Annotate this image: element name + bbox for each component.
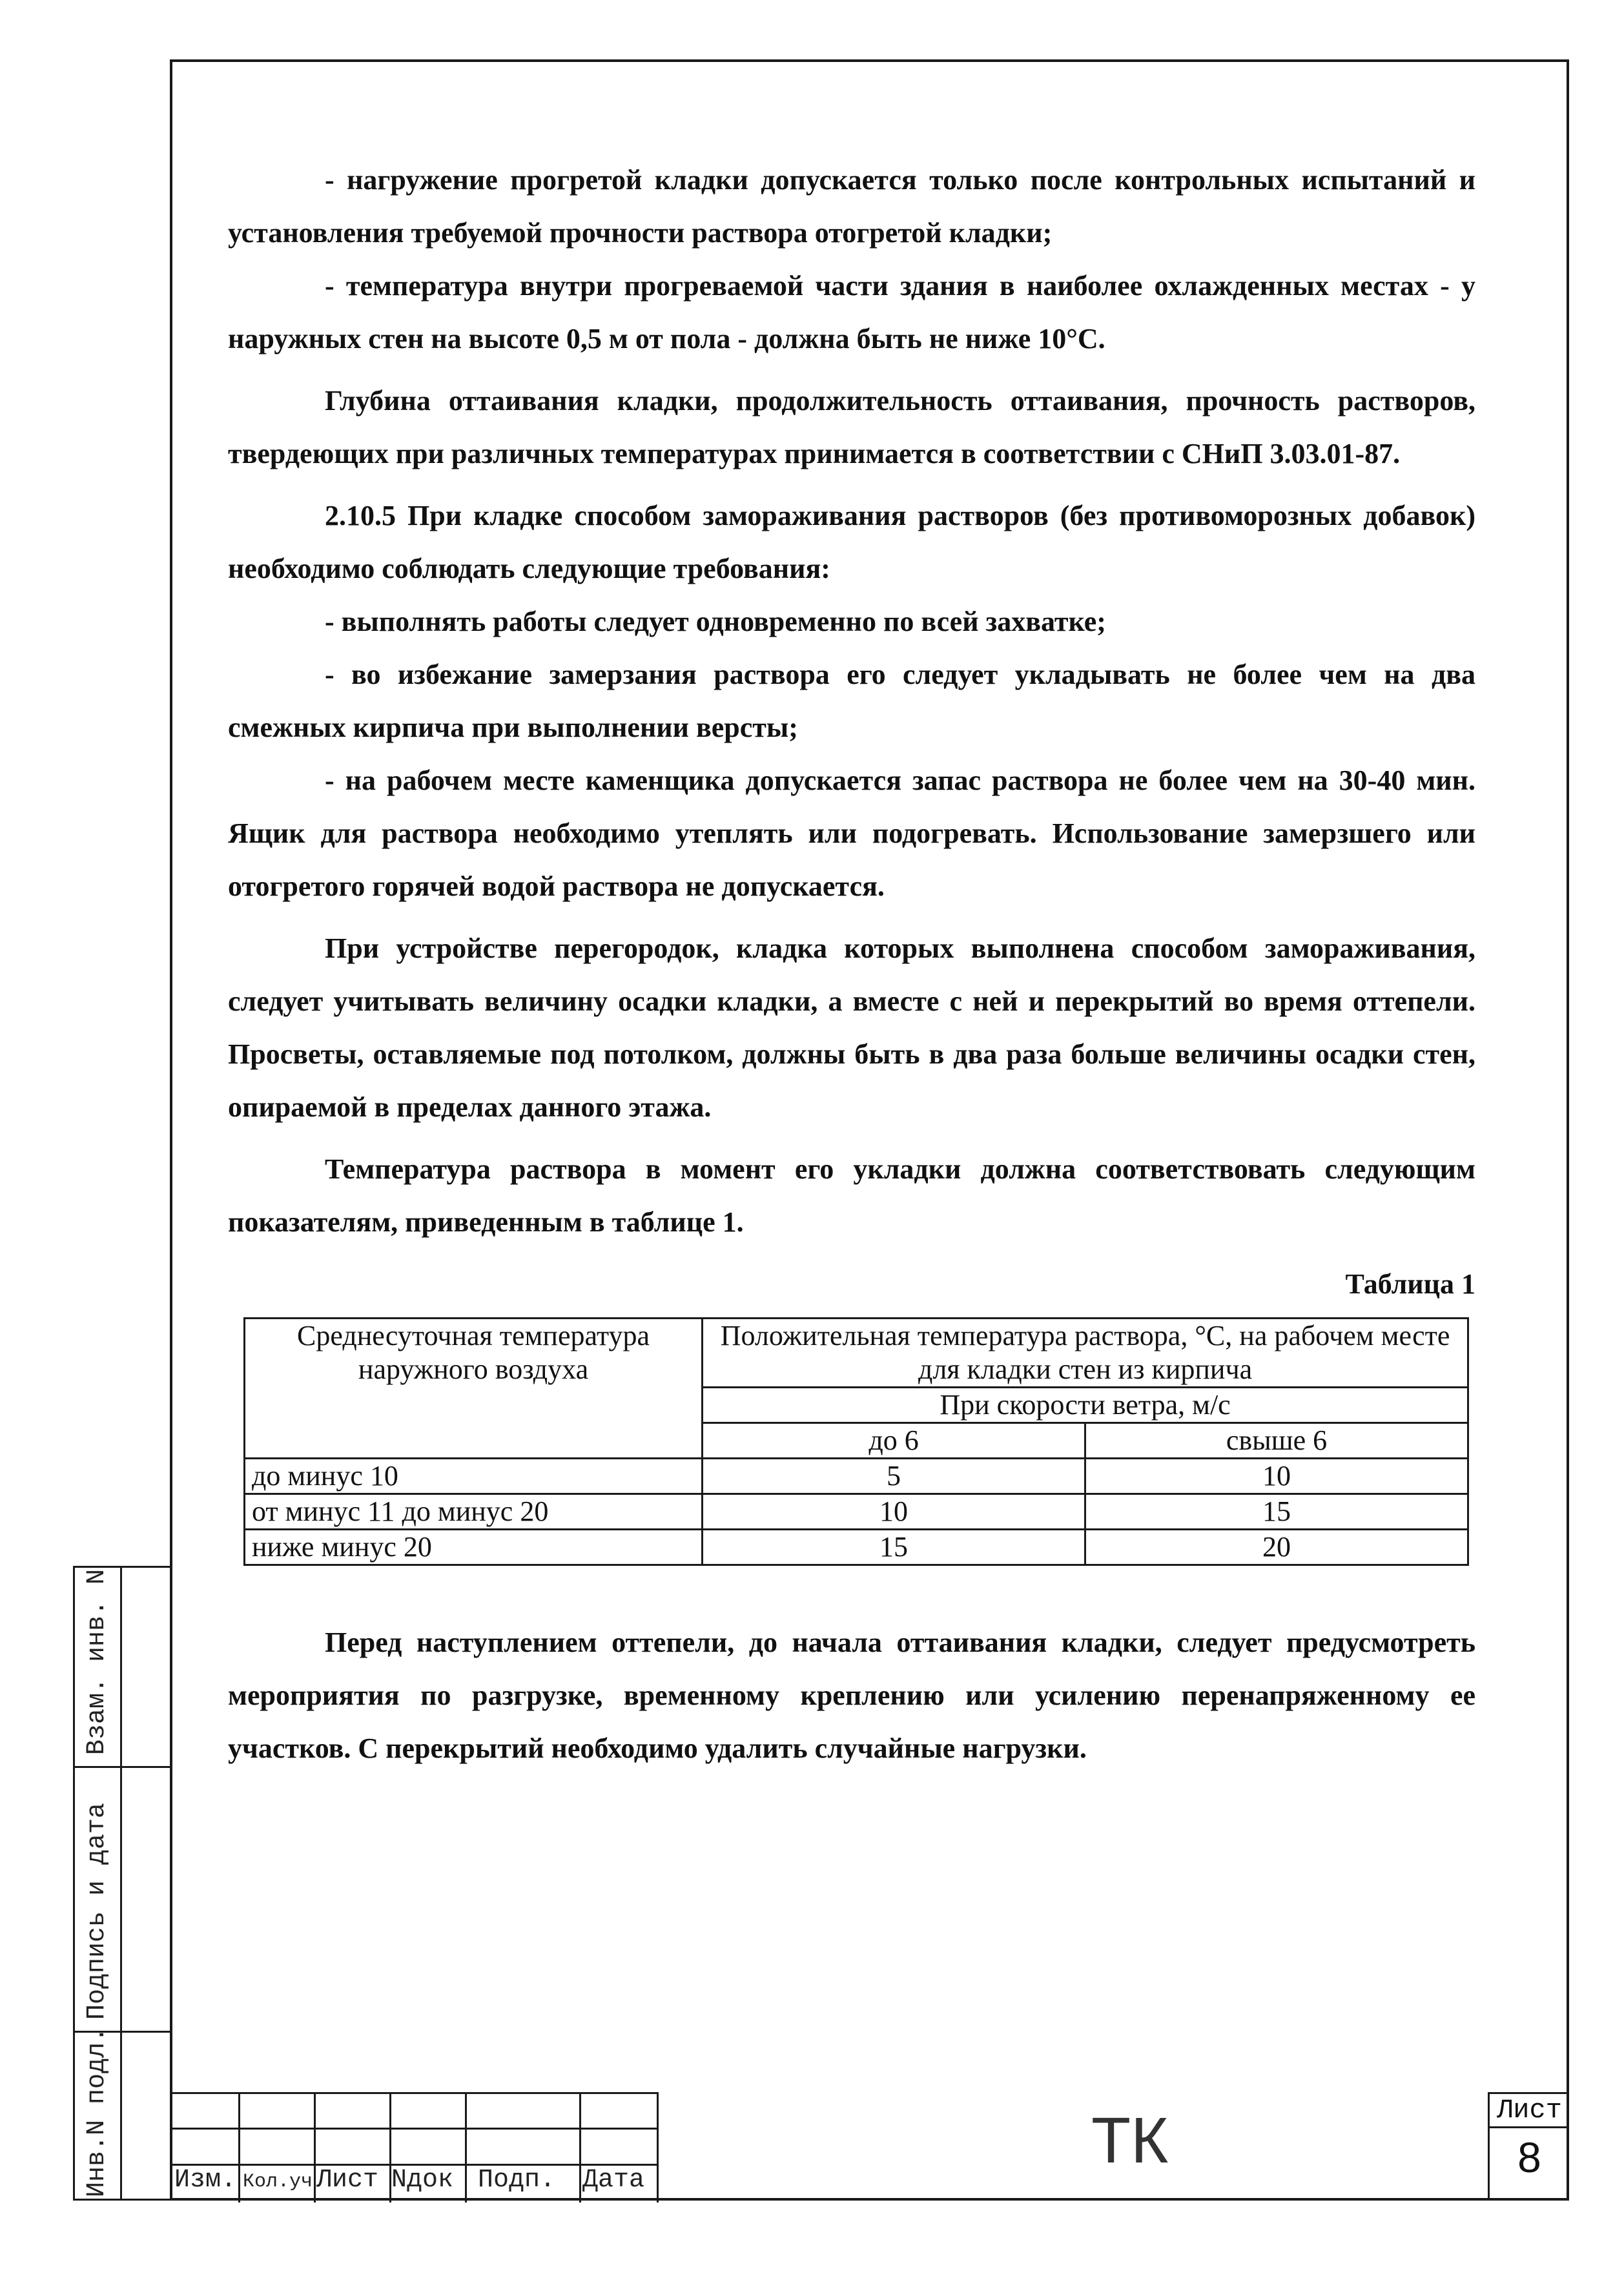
title-block-col-list: Лист — [316, 2166, 379, 2195]
sheet-box — [1488, 2092, 1569, 2201]
paragraph: - во избежание замерзания раствора его следует укладывать не более чем на два смежных кирпича при выполнении версты; — [228, 659, 1475, 743]
document-code: ТК — [1091, 2104, 1169, 2177]
row-label: ниже минус 20 — [245, 1530, 703, 1565]
table-caption: Таблица 1 — [1345, 1268, 1475, 1300]
temperature-table — [243, 1317, 1469, 1566]
title-block-col-izm: Изм. — [174, 2166, 237, 2195]
title-block-col-kol: Кол.уч — [243, 2171, 313, 2193]
table-row — [245, 1459, 1468, 1494]
cell-value: 20 — [1085, 1530, 1468, 1565]
row-label: до минус 10 — [245, 1459, 703, 1494]
title-block-line — [579, 2094, 581, 2203]
cell-value: 15 — [703, 1530, 1085, 1565]
paragraph: 2.10.5 При кладке способом замораживания растворов (без противоморозных добавок) необходимо соблюдать следующие требования: — [228, 500, 1475, 584]
wind-speed-header: При скорости ветра, м/с — [703, 1388, 1468, 1423]
title-block-line — [238, 2094, 240, 2203]
paragraph: Глубина оттаивания кладки, продолжительность оттаивания, прочность растворов, твердеющих при различных температурах принимается в соответствии с СНиП 3.03.01-87. — [228, 385, 1475, 469]
paragraph: - температура внутри прогреваемой части здания в наиболее охлажденных местах - у наружных стен на высоте 0,5 м от пола - должна быть не ниже 10°С. — [228, 270, 1475, 354]
title-block-line — [314, 2094, 316, 2203]
cell-value: 5 — [703, 1459, 1085, 1494]
paragraph: При устройстве перегородок, кладка которых выполнена способом замораживания, следует учитывать величину осадки кладки, а вместе с ней и перекрытий во время оттепели. Просветы, оставляемые под потолком, должны быть в два раза больше величины осадки стен, опираемой в пределах данного этажа. — [228, 932, 1475, 1123]
title-block-col-podp: Подп. — [478, 2166, 556, 2195]
document-body — [228, 154, 1475, 1775]
title-block-line — [657, 2094, 659, 2203]
title-block-line — [465, 2094, 467, 2203]
sub-header-up-to-6: до 6 — [703, 1423, 1085, 1459]
sheet-number: 8 — [1517, 2133, 1541, 2181]
title-block-col-ndok: Nдок — [391, 2166, 454, 2195]
paragraph: Перед наступлением оттепели, до начала оттаивания кладки, следует предусмотреть мероприятия по разгрузке, временному креплению или усилению перенапряженному ее участков. С перекрытий необходимо удалить случайные нагрузки. — [228, 1627, 1475, 1764]
table-row — [245, 1530, 1468, 1565]
cell-value: 10 — [703, 1494, 1085, 1530]
cell-value: 10 — [1085, 1459, 1468, 1494]
sub-header-over-6: свыше 6 — [1085, 1423, 1468, 1459]
side-stamp — [73, 1566, 170, 2201]
side-label-vzam: Взам. инв. N — [83, 1568, 112, 1755]
paragraph: - нагружение прогретой кладки допускается только после контрольных испытаний и установления требуемой прочности раствора отогретой кладки; — [228, 164, 1475, 249]
paragraph: Температура раствора в момент его укладки должна соответствовать следующим показателям, приведенным в таблице 1. — [228, 1153, 1475, 1238]
row-label: от минус 11 до минус 20 — [245, 1494, 703, 1530]
table-row — [245, 1494, 1468, 1530]
paragraph: - на рабочем месте каменщика допускается запас раствора не более чем на 30-40 мин. Ящик для раствора необходимо утеплять или подогревать. Использование замерзшего или отогретого горячей водой раствора не допускается. — [228, 765, 1475, 902]
column-header-mortar-temp: Положительная температура раствора, °С, на рабочем месте для кладки стен из кирпича — [703, 1319, 1468, 1388]
title-block-col-data: Дата — [582, 2166, 645, 2195]
paragraph: - выполнять работы следует одновременно по всей захватке; — [325, 606, 1106, 637]
column-header-air-temp: Среднесуточная температура наружного воздуха — [245, 1319, 703, 1459]
cell-value: 15 — [1085, 1494, 1468, 1530]
side-label-podpis: Подпись и дата — [83, 1802, 112, 2020]
sheet-label: Лист — [1490, 2094, 1569, 2128]
side-label-inv: Инв.N подл. — [83, 2026, 112, 2197]
title-block-line — [170, 2128, 659, 2130]
